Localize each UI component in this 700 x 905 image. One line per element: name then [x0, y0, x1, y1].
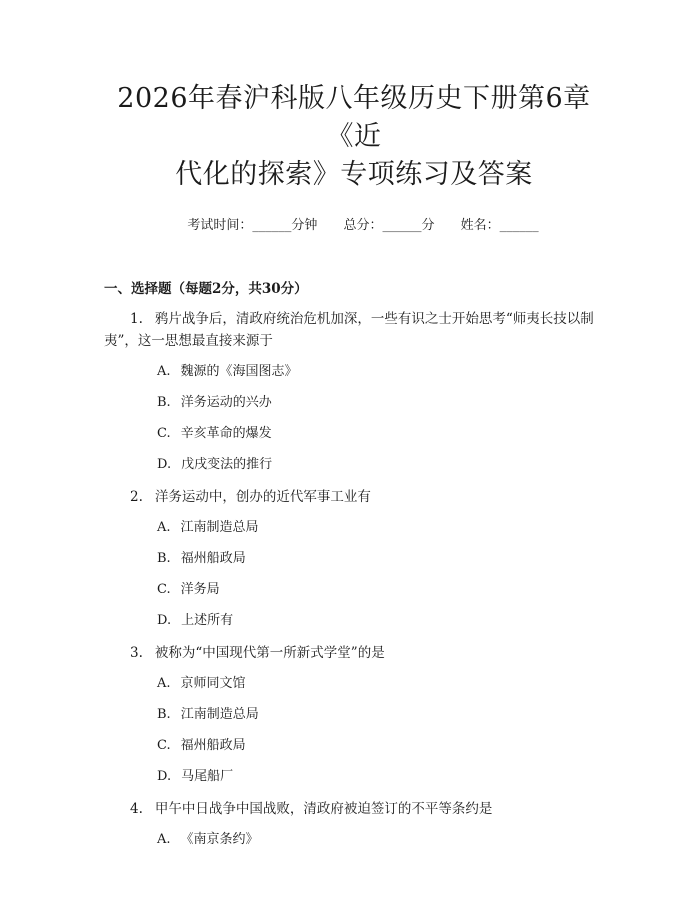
- option-3b: [104, 705, 604, 725]
- option-text: 江南制造总局: [180, 520, 259, 535]
- question-4-options: [104, 830, 604, 850]
- option-label: A.: [157, 832, 171, 847]
- option-2c: [104, 580, 604, 600]
- question-1: [104, 308, 604, 352]
- option-3a: [104, 674, 604, 694]
- option-label: A.: [157, 676, 171, 691]
- option-1a: [104, 362, 604, 382]
- question-number: 2.: [130, 489, 143, 505]
- option-text: 戊戌变法的推行: [181, 457, 273, 472]
- option-text: 福州船政局: [180, 551, 246, 566]
- question-3: [104, 642, 604, 664]
- option-text: 马尾船厂: [181, 769, 234, 784]
- option-text: 洋务局: [180, 582, 220, 597]
- option-1c: [104, 424, 604, 444]
- option-2b: [104, 549, 604, 569]
- option-label: B.: [157, 395, 171, 410]
- option-label: D.: [157, 613, 172, 628]
- option-3c: [104, 736, 604, 756]
- question-4: [104, 798, 604, 820]
- question-number: 4.: [130, 801, 143, 817]
- question-number: 3.: [130, 645, 143, 661]
- option-text: 辛亥革命的爆发: [180, 426, 272, 441]
- option-text: 洋务运动的兴办: [180, 395, 272, 410]
- question-text: 洋务运动中，创办的近代军事工业有: [154, 489, 371, 505]
- title-line-2: 代化的探索》专项练习及答案: [175, 159, 533, 190]
- option-label: C.: [157, 426, 171, 441]
- question-text: 鸦片战争后，清政府统治危机加深，一些有识之士开始思考“师夷长技以制夷”，这一思想最直接来源于: [104, 311, 594, 349]
- document-title: [104, 0, 604, 194]
- option-label: C.: [157, 738, 171, 753]
- option-1d: [104, 455, 604, 475]
- question-2-options: [104, 518, 604, 631]
- option-text: 上述所有: [181, 613, 234, 628]
- option-text: 江南制造总局: [180, 707, 259, 722]
- option-text: 福州船政局: [180, 738, 246, 753]
- question-text: 甲午中日战争中国战败，清政府被迫签订的不平等条约是: [154, 801, 493, 817]
- option-label: A.: [157, 364, 171, 379]
- option-text: 《南京条约》: [180, 832, 259, 847]
- question-1-options: [104, 362, 604, 475]
- question-number: 1.: [130, 311, 143, 327]
- question-2: [104, 486, 604, 508]
- score-field: 总分：______分: [343, 218, 435, 233]
- question-text: 被称为“中国现代第一所新式学堂”的是: [154, 645, 385, 661]
- option-2d: [104, 611, 604, 631]
- name-field: 姓名：______: [460, 218, 539, 233]
- option-label: D.: [157, 457, 172, 472]
- option-text: 魏源的《海国图志》: [180, 364, 298, 379]
- section-heading: 一、选择题（每题2分，共30分）: [104, 281, 308, 297]
- exam-meta: [104, 216, 604, 236]
- option-label: B.: [157, 551, 171, 566]
- option-3d: [104, 767, 604, 787]
- title-line-1: 2026年春沪科版八年级历史下册第6章《近: [117, 83, 591, 152]
- exam-time-field: 考试时间：______分钟: [187, 218, 318, 233]
- option-text: 京师同文馆: [180, 676, 246, 691]
- option-4a: [104, 830, 604, 850]
- option-1b: [104, 393, 604, 413]
- option-label: D.: [157, 769, 172, 784]
- option-2a: [104, 518, 604, 538]
- option-label: A.: [157, 520, 171, 535]
- question-3-options: [104, 674, 604, 787]
- option-label: C.: [157, 582, 171, 597]
- option-label: B.: [157, 707, 171, 722]
